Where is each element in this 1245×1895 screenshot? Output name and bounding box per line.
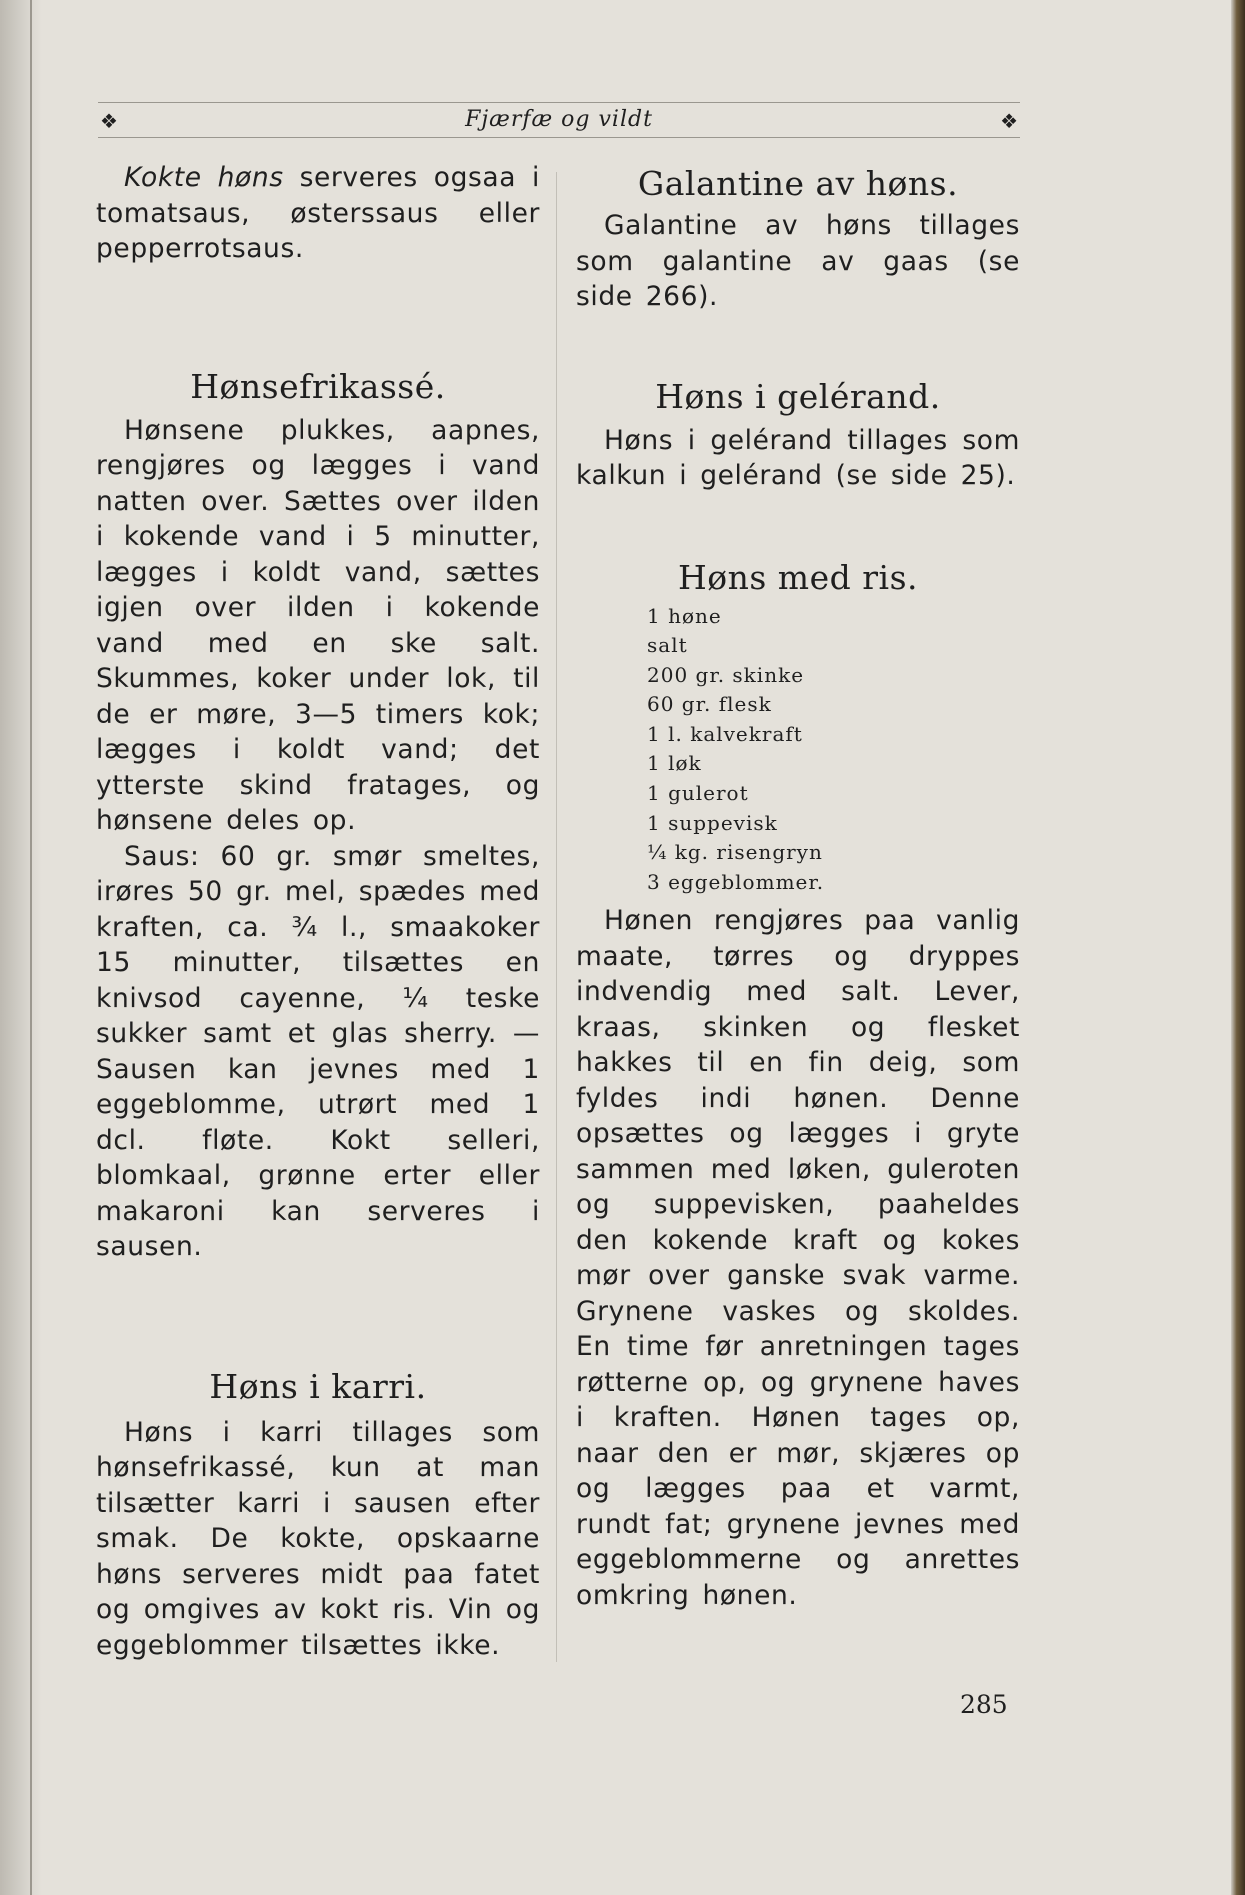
ornament-right-icon: ❖: [1000, 109, 1018, 133]
ingredient-item: 60 gr. flesk: [647, 692, 772, 717]
ingredient-list: [576, 602, 1020, 898]
ingredient-item: 200 gr. skinke: [647, 662, 805, 687]
hons-i-karri-paragraph: Høns i karri tillages som hønsefrikassé, kun at man tilsætter karri i sausen efter smak. De kokte, opskaarne høns serveres midt paa fatet og omgives av kokt ris. Vin og eggeblommer tilsættes ikke.: [96, 1416, 540, 1661]
honsefrikasse-heading: Hønsefrikassé.: [190, 366, 446, 406]
kokte-hons-text: serveres ogsaa i tomatsaus, østerssaus eller pepperrotsaus.: [96, 162, 540, 264]
kokte-hons-paragraph: [96, 160, 540, 267]
ingredient-item: 1 løk: [647, 751, 702, 776]
book-cover-edge: [1231, 0, 1245, 1895]
ingredient-item: 1 suppevisk: [647, 810, 778, 835]
ingredient-item: ¼ kg. risengryn: [647, 840, 823, 865]
ornament-left-icon: ❖: [100, 109, 118, 133]
ingredient-item: 3 eggeblommer.: [647, 869, 825, 894]
galantine-paragraph: Galantine av høns tillages som galantine av gaas (se side 266).: [576, 210, 1020, 312]
hons-i-karri-heading: Høns i karri.: [209, 1366, 427, 1406]
gelerand-heading: Høns i gelérand.: [655, 376, 941, 416]
gutter-line: [30, 0, 32, 1895]
column-divider: [556, 172, 557, 1662]
gelerand-paragraph: Høns i gelérand tillages som kalkun i gelérand (se side 25).: [576, 424, 1020, 491]
hons-med-ris-heading: Høns med ris.: [677, 557, 918, 597]
right-column: [576, 160, 1020, 1613]
kokte-hons-emphasis: Kokte høns: [124, 162, 284, 193]
ingredient-item: salt: [647, 633, 688, 658]
page-gutter: [0, 0, 42, 1895]
ingredient-item: 1 l. kalvekraft: [647, 721, 803, 746]
page-number: 285: [960, 1690, 1008, 1719]
honsefrikasse-paragraph-2: Saus: 60 gr. smør smeltes, irøres 50 gr. mel, spædes med kraften, ca. ¾ l., smaakoker 15 minutter, tilsættes en knivsod cayenne, ¼ teske sukker samt et glas sherry. — Sausen kan jevnes med 1 eggeblomme, utrørt med 1 dcl. fløte. Kokt selleri, blomkaal, grønne erter eller makaroni kan serveres i sausen.: [96, 840, 540, 1262]
running-header-title: Fjærfæ og vildt: [465, 107, 653, 132]
honsefrikasse-paragraph-1: Hønsene plukkes, aapnes, rengjøres og lægges i vand natten over. Sættes over ilden i kokende vand i 5 minutter, lægges i koldt vand, sættes igjen over ilden i kokende vand med en ske salt. Skummes, koker under lok, til de er møre, 3—5 timers kok; lægges i koldt vand; det ytterste skind fratages, og hønsene deles op.: [96, 414, 540, 836]
hons-med-ris-paragraph: Hønen rengjøres paa vanlig maate, tørres og dryppes indvendig med salt. Lever, kraas, skinken og flesket hakkes til en fin deig, som fyldes indi hønen. Denne opsættes og lægges i gryte sammen med løken, guleroten og suppevisken, paaheldes den kokende kraft og kokes mør over ganske svak varme. Grynene vaskes og skoldes. En time før anretningen tages røtterne op, og grynene haves i kraften. Hønen tages op, naar den er mør, skjæres op og lægges paa et varmt, rundt fat; grynene jevnes med eggeblommerne og anrettes omkring hønen.: [576, 905, 1020, 1611]
left-column: [96, 160, 540, 1663]
running-header: [98, 102, 1020, 138]
ingredient-item: 1 høne: [647, 603, 722, 628]
galantine-heading: Galantine av høns.: [637, 164, 959, 203]
ingredient-item: 1 gulerot: [647, 781, 749, 806]
